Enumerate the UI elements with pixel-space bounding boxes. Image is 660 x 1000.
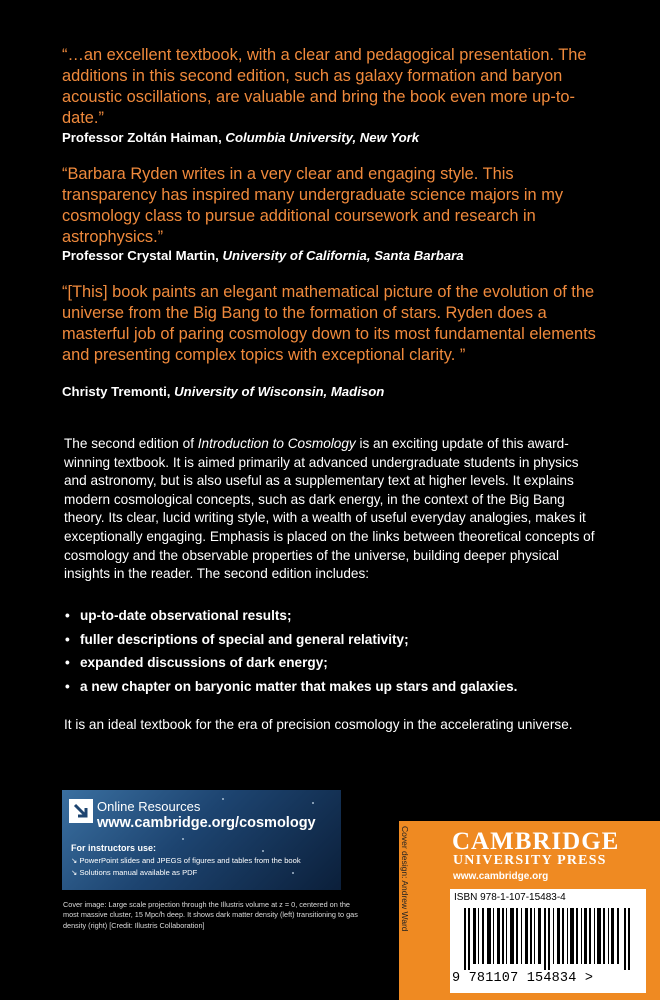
quote-1-affiliation: Columbia University, New York [225,130,420,145]
feature-item: • up-to-date observational results; [64,607,604,626]
cover-designer-credit [399,821,421,1000]
quote-3-text: “[This] book paints an elegant mathematical picture of the evolution of the universe from the Big Bang to the formation of stars. Ryden does a masterful job of paring cosmology down to its most fundamental elements and presenting complex topics with exceptional clarity. ” [62,283,596,364]
designer-text: Cover design: Andrew Ward [400,826,410,932]
feature-item: • expanded discussions of dark energy; [64,654,604,673]
barcode-image [464,908,632,970]
closing-paragraph: It is an ideal textbook for the era of precision cosmology in the accelerating universe. [64,717,573,732]
quote-3-attribution [62,384,384,399]
isbn-label: ISBN 978-1-107-15483-4 [454,892,566,903]
quote-2-attribution [62,248,464,263]
quote-3-affiliation: University of Wisconsin, Madison [174,384,385,399]
publisher-name: CAMBRIDGE [452,828,620,855]
resources-url-link[interactable]: www.cambridge.org/cosmology [97,815,316,831]
arrow-icon [69,799,93,823]
cover-image-credit: Cover image: Large scale projection through the Illustris volume at z = 0, centered on the most massive cluster, 15 Mpc/h deep. It shows dark matter density (left) transitioning to gas density (right) [Credit: Illustris Collaboration] [63,900,358,930]
description-rest: is an exciting update of this award-winning textbook. It is aimed primarily at advanced undergraduate students in physics and astronomy, but is also useful as a supplementary text at higher levels. It explains modern cosmological concepts, such as dark energy, in the context of the Big Bang theory. Its clear, lucid writing style, with a wealth of useful everyday analogies, makes it exceptionally engaging. Emphasis is placed on the links between theoretical concepts of cosmology and the observable properties of the universe, building deeper physical insights in the reader. The second edition includes: [64,436,595,582]
barcode-block [450,889,646,993]
quote-2-name: Professor Crystal Martin, [62,248,223,263]
description-paragraph [64,435,604,584]
quote-3-name: Christy Tremonti, [62,384,175,399]
quote-2-text: “Barbara Ryden writes in a very clear and engaging style. This transparency has inspired many undergraduate science majors in my cosmology class to pursue additional coursework and research in astrophysics.” [62,165,564,246]
book-title: Introduction to Cosmology [197,436,356,451]
instructors-label: For instructors use: [71,843,157,853]
publisher-website: www.cambridge.org [453,871,549,882]
quote-1-attribution [62,130,419,145]
description-lead: The second edition of [64,436,198,451]
quote-2-affiliation: University of California, Santa Barbara [222,248,464,263]
online-resources-box[interactable] [62,790,341,890]
barcode-digits: 9 781107 154834 > [452,971,594,986]
feature-item: • a new chapter on baryonic matter that makes up stars and galaxies. [64,678,604,697]
publisher-subname: UNIVERSITY PRESS [453,853,607,868]
feature-item: • fuller descriptions of special and general relativity; [64,631,604,650]
quote-1-text: “…an excellent textbook, with a clear and pedagogical presentation. The additions in this second edition, such as galaxy formation and baryon acoustic oscillations, are valuable and bring the book even more up-to-date.” [62,46,587,127]
quote-1-name: Professor Zoltán Haiman, [62,130,226,145]
arrow-small-icon: ↘ [71,856,80,865]
feature-list [64,607,604,701]
resource-item-solutions: ↘ Solutions manual available as PDF [71,868,198,877]
arrow-small-icon: ↘ [71,868,80,877]
resource-item-slides: ↘ PowerPoint slides and JPEGS of figures and tables from the book [71,856,301,865]
online-resources-title: Online Resources [97,799,201,814]
